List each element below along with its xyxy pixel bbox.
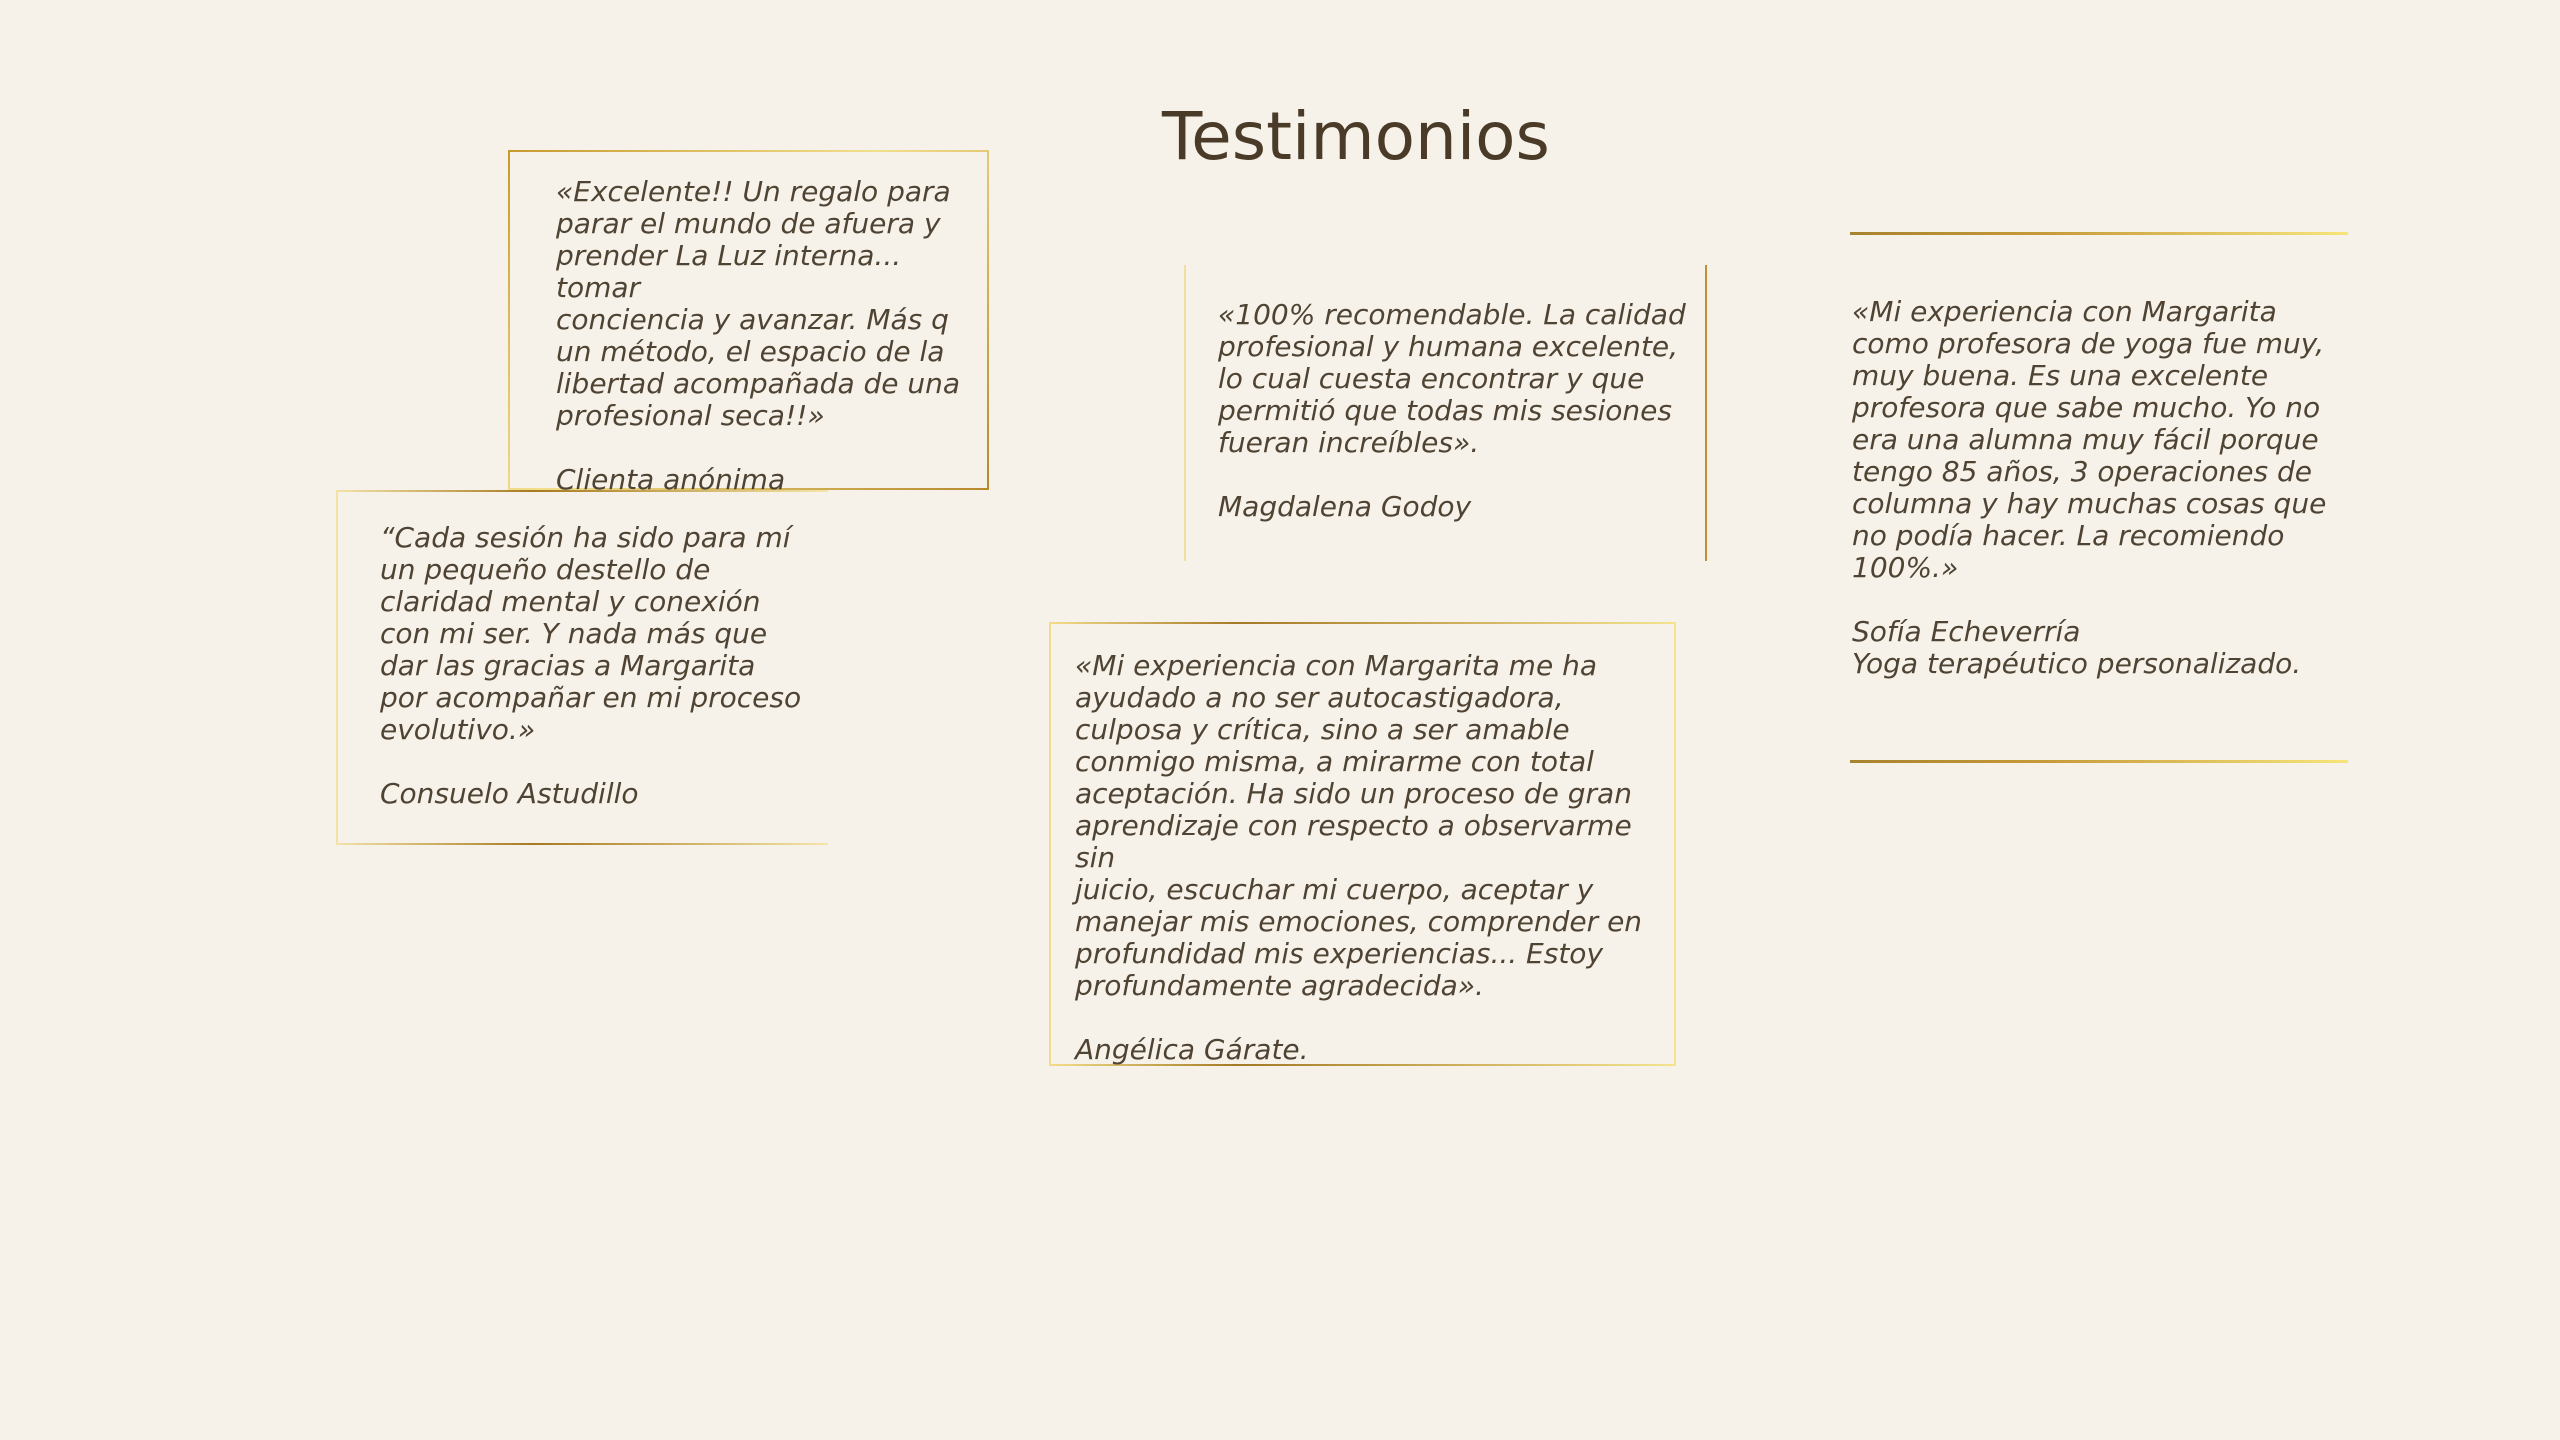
page-title: Testimonios [1162,98,1550,175]
divider-line [1850,760,2348,763]
testimonial-card-sofia-echeverria [1850,232,2348,764]
testimonial-card-angelica-garate [1049,622,1676,1066]
testimonial-author: Clienta anónima [556,463,786,496]
testimonial-quote: «Mi experiencia con Margarita como profesora de yoga fue muy, muy buena. Es una excelente profesora que sabe mucho. Yo no era una alumna muy fácil porque tengo 85 años, 3 operaciones de columna y hay muchas cosas que no podía hacer. La recomiendo 100%.» [1852,295,2327,584]
testimonial-author: Sofía Echeverría [1852,615,2081,648]
testimonial-card-clienta-anonima [508,150,989,496]
testimonial-author-detail: Yoga terapéutico personalizado. [1852,647,2302,680]
testimonial-author: Consuelo Astudillo [380,777,639,810]
testimonial-card-magdalena-godoy [1184,265,1707,561]
testimonial-author: Magdalena Godoy [1218,490,1472,523]
testimonial-quote: “Cada sesión ha sido para mí un pequeño destello de claridad mental y conexión con mi ser. Y nada más que dar las gracias a Margarita por acompañar en mi proceso evolutivo.» [380,521,802,746]
testimonial-quote: «Excelente!! Un regalo para parar el mundo de afuera y prender La Luz interna... tomar conciencia y avanzar. Más q un método, el espacio de la libertad acompañada de una profesional seca!!» [556,175,961,432]
testimonial-author: Angélica Gárate. [1075,1033,1309,1066]
testimonial-card-consuelo-astudillo [336,490,828,845]
divider-line [1850,232,2348,235]
testimonial-quote: «100% recomendable. La calidad profesional y humana excelente, lo cual cuesta encontrar y que permitió que todas mis sesiones fueran increíbles». [1218,298,1686,459]
testimonial-quote: «Mi experiencia con Margarita me ha ayudado a no ser autocastigadora, culposa y crítica, sino a ser amable conmigo misma, a mirarme con total aceptación. Ha sido un proceso de gran aprendizaje con respecto a observarme sin juicio, escuchar mi cuerpo, aceptar y manejar mis emociones, comprender en profundidad mis experiencias... Estoy profundamente agradecida». [1075,649,1643,1002]
